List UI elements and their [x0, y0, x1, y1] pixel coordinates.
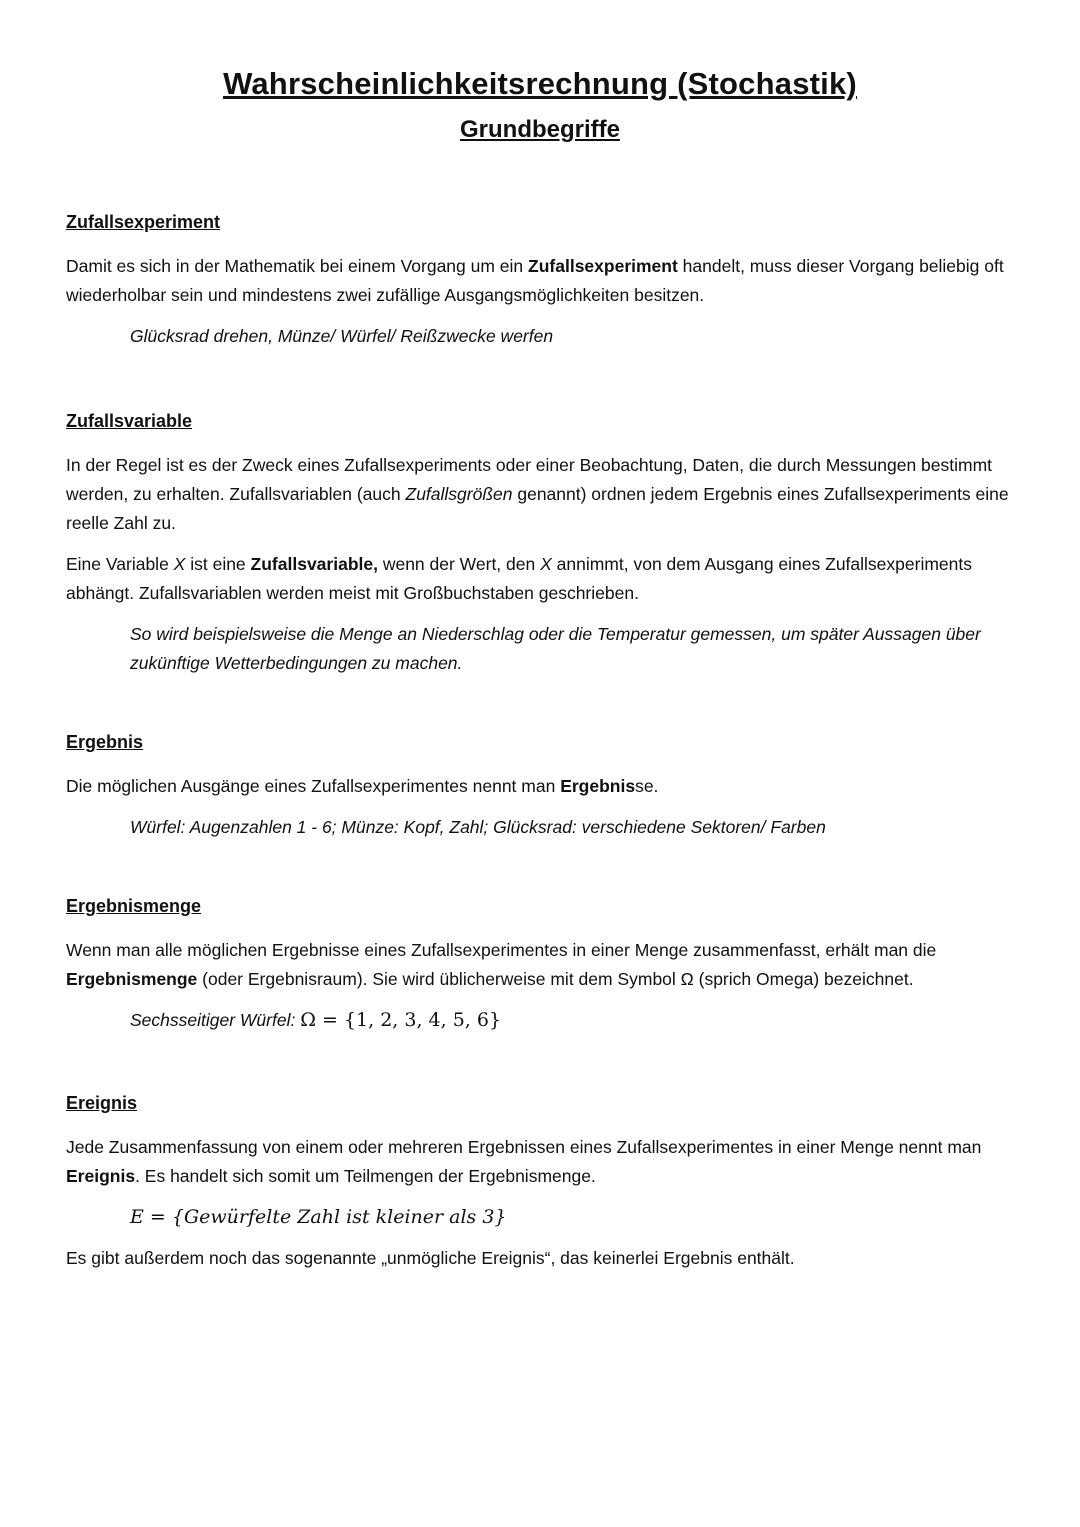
definition-paragraph — [66, 772, 1016, 801]
section-heading: Zufallsvariable — [66, 411, 193, 431]
bold-term: Ergebnis — [560, 776, 636, 796]
variable-x: X — [173, 554, 186, 574]
note-paragraph: Es gibt außerdem noch das sogenannte „unmögliche Ereignis“, das keinerlei Ergebnis enthält. — [66, 1248, 795, 1268]
omega-formula: Ω = {1, 2, 3, 4, 5, 6} — [300, 1009, 502, 1031]
text-run: (oder Ergebnisraum). Sie wird üblicherweise mit dem Symbol Ω (sprich Omega) bezeichnet. — [197, 969, 914, 989]
example-text: So wird beispielsweise die Menge an Niederschlag oder die Temperatur gemessen, um später Aussagen über zukünftige Wetterbedingungen zu machen. — [130, 624, 981, 673]
text-run: Eine Variable — [66, 554, 174, 574]
bold-term: Ereignis — [66, 1166, 136, 1186]
page-subtitle: Grundbegriffe — [460, 116, 620, 143]
text-run: genannt) ordnen jedem Ergebnis eines Zufallsexperiments eine reelle Zahl zu. — [66, 484, 1009, 533]
bold-term: Ergebnismenge — [66, 969, 198, 989]
example-text: Würfel: Augenzahlen 1 - 6; Münze: Kopf, Zahl; Glücksrad: verschiedene Sektoren/ Farben — [130, 817, 826, 837]
section-ergebnis — [66, 730, 1016, 842]
text-run: In der Regel ist es der Zweck eines Zufallsexperiments oder einer Beobachtung, Daten, die durch Messungen bestimmt werden, zu erhalten. Zufallsvariablen (auch — [66, 455, 993, 504]
definition-paragraph — [66, 451, 1016, 538]
definition-paragraph — [66, 252, 1016, 310]
document-body — [66, 210, 1016, 1285]
text-run: wenn der Wert, den — [377, 554, 541, 574]
text-run: Die möglichen Ausgänge eines Zufallsexperimentes nennt man — [66, 776, 561, 796]
text-run: se. — [635, 776, 659, 796]
section-zufallsexperiment — [66, 210, 1016, 351]
italic-term: Zufallsgrößen — [405, 484, 513, 504]
page-title: Wahrscheinlichkeitsrechnung (Stochastik) — [223, 66, 857, 101]
text-run: Damit es sich in der Mathematik bei einem Vorgang um ein — [66, 256, 529, 276]
event-formula: E = {Gewürfelte Zahl ist kleiner als 3} — [130, 1206, 507, 1228]
text-run: annimmt, von dem Ausgang eines Zufallsexperiments abhängt. Zufallsvariablen werden meist mit Großbuchstaben geschrieben. — [66, 554, 972, 603]
definition-paragraph — [66, 936, 1016, 994]
bold-term: Zufallsvariable, — [250, 554, 378, 574]
example-formula — [130, 1203, 1016, 1232]
text-run: Jede Zusammenfassung von einem oder mehreren Ergebnissen eines Zufallsexperimentes in einer Menge nennt man — [66, 1137, 982, 1157]
variable-x: X — [540, 554, 552, 574]
definition-paragraph — [66, 1133, 1016, 1191]
section-heading: Ereignis — [66, 1093, 138, 1113]
section-heading: Zufallsexperiment — [66, 212, 221, 232]
section-heading: Ergebnis — [66, 732, 144, 752]
section-heading: Ergebnismenge — [66, 896, 202, 916]
section-ergebnismenge — [66, 894, 1016, 1035]
text-run: handelt, muss dieser Vorgang beliebig oft wiederholbar sein und mindestens zwei zufällige Ausgangsmöglichkeiten besitzen. — [66, 256, 1004, 305]
example-label: Sechsseitiger Würfel: — [130, 1010, 301, 1030]
text-run: . Es handelt sich somit um Teilmengen der Ergebnismenge. — [135, 1166, 596, 1186]
example-text: Glücksrad drehen, Münze/ Würfel/ Reißzwecke werfen — [130, 326, 554, 346]
example-text — [130, 1006, 1016, 1035]
text-run: ist eine — [185, 554, 251, 574]
section-zufallsvariable — [66, 409, 1016, 678]
definition-paragraph — [66, 550, 1016, 608]
text-run: Wenn man alle möglichen Ergebnisse eines Zufallsexperimentes in einer Menge zusammenfasst, erhält man die — [66, 940, 937, 960]
bold-term: Zufallsexperiment — [528, 256, 678, 276]
section-ereignis — [66, 1091, 1016, 1273]
